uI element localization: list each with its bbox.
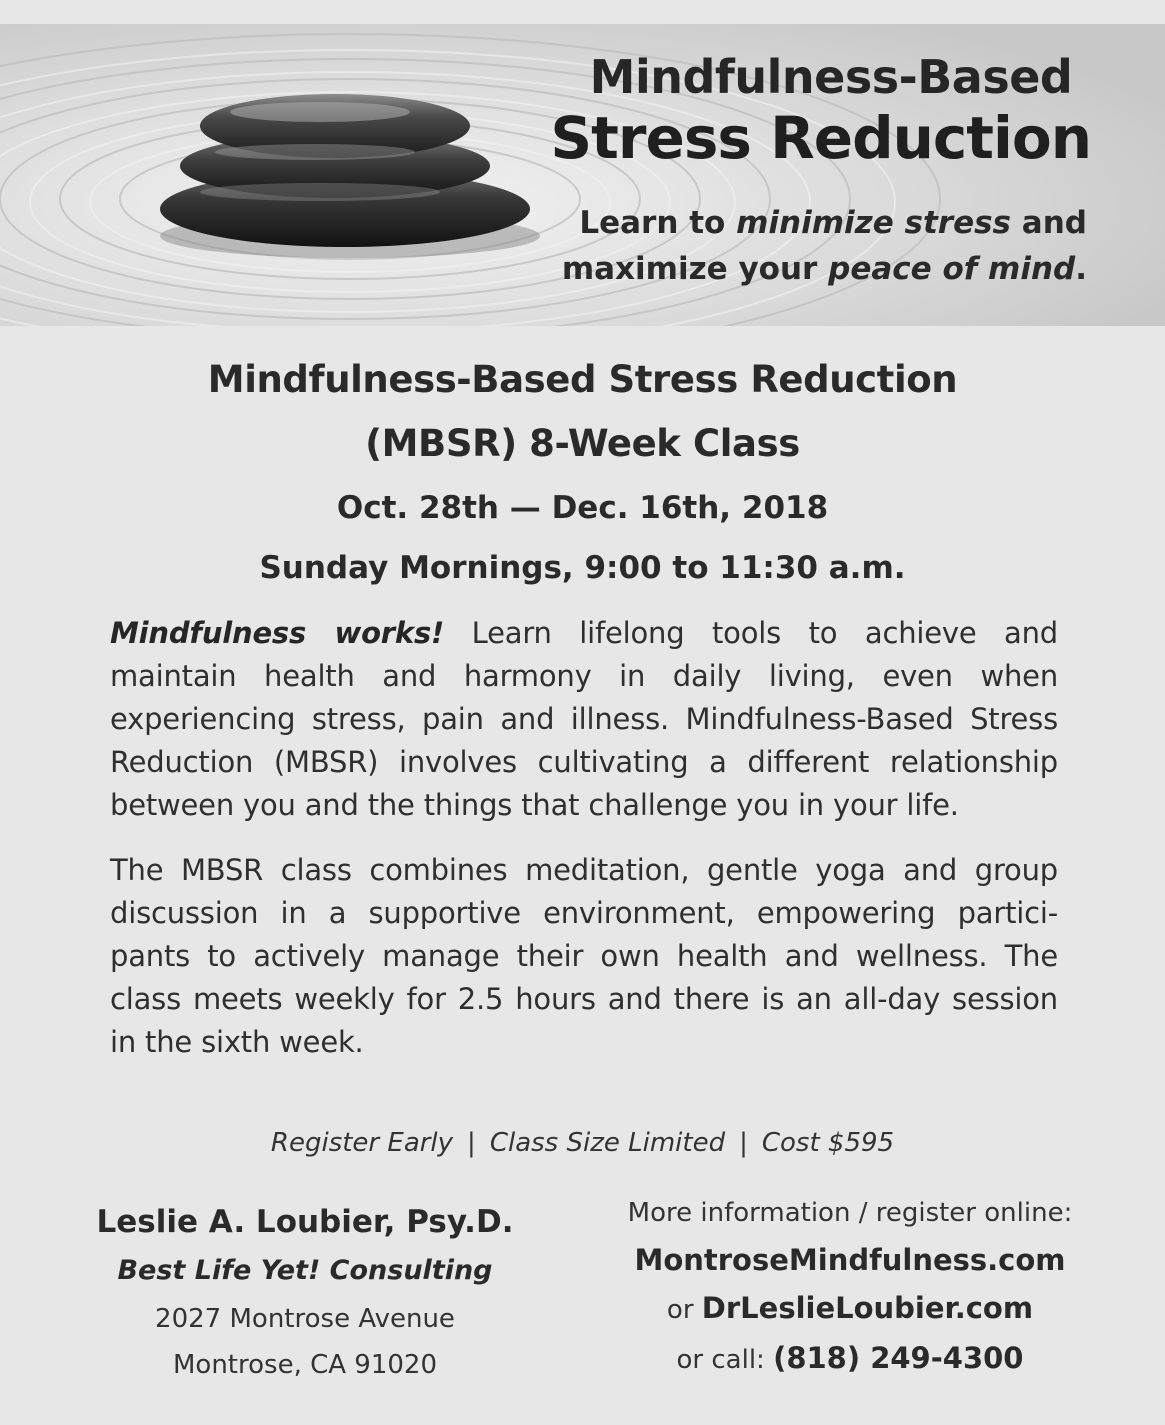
tagline-emphasis: peace of mind: [828, 251, 1076, 287]
tagline-emphasis: minimize stress: [736, 205, 1012, 241]
website-line2: [580, 1284, 1120, 1334]
register-early: Register Early: [270, 1128, 454, 1158]
instructor-name: Leslie A. Loubier, Psy.D.: [96, 1204, 514, 1240]
tagline-text: and: [1011, 205, 1087, 241]
instructor-contact: [80, 1198, 530, 1388]
separator: |: [739, 1128, 748, 1158]
banner-title-line2: Stress Reduction: [550, 104, 1091, 172]
banner-text: [527, 50, 1091, 292]
description: [110, 612, 1058, 1064]
paragraph-lead: Mindfulness works!: [110, 616, 445, 650]
website-montrose-mindfulness[interactable]: MontroseMindfulness.com: [634, 1243, 1066, 1277]
class-size-limited: Class Size Limited: [489, 1128, 726, 1158]
address-line2: Montrose, CA 91020: [172, 1350, 438, 1380]
registration-info: [0, 1128, 1165, 1158]
tagline-line2: [527, 246, 1087, 292]
paragraph-2: The MBSR class combines meditation, gentle yoga and group discussion in a supportive environment, empowering partici-pants to actively manage their own health and wellness. The class meets weekly for 2.5 hours and there is an all-day session in the sixth week.: [110, 853, 1058, 1059]
banner-tagline: [527, 200, 1087, 292]
class-dates: Oct. 28th — Dec. 16th, 2018: [336, 490, 829, 526]
or-prefix: or: [666, 1295, 702, 1325]
tagline-text: maximize your: [561, 251, 829, 287]
phone-number[interactable]: (818) 249-4300: [773, 1341, 1024, 1375]
call-prefix: or call:: [676, 1345, 774, 1375]
class-time: Sunday Mornings, 9:00 to 11:30 a.m.: [259, 550, 906, 586]
tagline-line1: [527, 200, 1087, 246]
banner-title-line1: Mindfulness-Based: [589, 50, 1073, 104]
company-name: Best Life Yet! Consulting: [117, 1255, 493, 1286]
paragraph-1-text: Learn lifelong tools to achieve and maintain health and harmony in daily living, even when experiencing stress, pain and illness. Mindfulness-Based Stress Reduction (MBSR) involves cultivating a different relationship between you and the things that challenge you in your life.: [110, 616, 1059, 822]
website-dr-leslie-loubier[interactable]: DrLeslieLoubier.com: [701, 1291, 1034, 1325]
address-line1: 2027 Montrose Avenue: [155, 1304, 455, 1334]
paragraph-1: [110, 612, 1058, 827]
tagline-text: .: [1075, 251, 1087, 287]
cost: Cost $595: [761, 1128, 895, 1158]
class-header: [0, 348, 1165, 592]
online-contact: [580, 1190, 1120, 1384]
more-info-label: More information / register online:: [627, 1198, 1073, 1228]
header-banner: [0, 24, 1165, 326]
tagline-text: Learn to: [579, 205, 737, 241]
class-title-line2: (MBSR) 8-Week Class: [365, 422, 800, 465]
separator: |: [467, 1128, 476, 1158]
class-title-line1: Mindfulness-Based Stress Reduction: [207, 358, 958, 401]
phone-line: [580, 1334, 1120, 1384]
